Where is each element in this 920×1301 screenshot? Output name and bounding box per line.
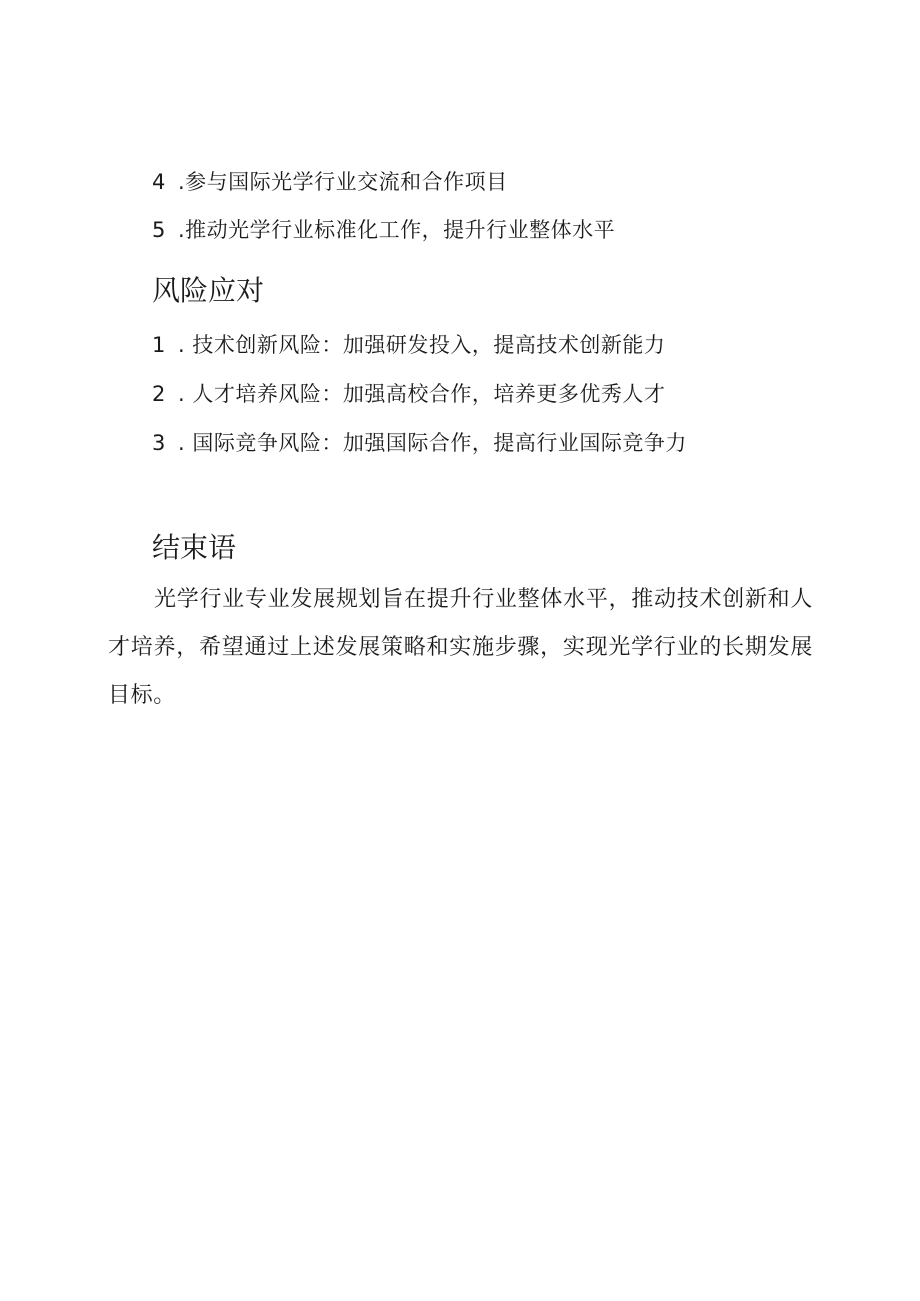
risk-list-item [152, 379, 665, 409]
conclusion-paragraph: 光学行业专业发展规划旨在提升行业整体水平，推动技术创新和人才培养，希望通过上述发展策略和实施步骤，实现光学行业的长期发展目标。 [108, 587, 813, 708]
list-item-text: . 技术创新风险：加强研发投入，提高技术创新能力 [178, 333, 666, 357]
list-item-number: 3 [152, 431, 166, 455]
list-item [152, 167, 508, 197]
list-item-number: 5 [152, 218, 166, 242]
risk-list-item [152, 428, 687, 458]
conclusion-section-heading: 结束语 [152, 531, 237, 564]
list-item-text: .参与国际光学行业交流和合作项目 [178, 170, 508, 194]
list-item-text: . 国际竞争风险：加强国际合作，提高行业国际竞争力 [178, 431, 687, 455]
list-item-text: . 人才培养风险：加强高校合作，培养更多优秀人才 [178, 382, 666, 406]
list-item-text: .推动光学行业标准化工作，提升行业整体水平 [178, 218, 616, 242]
risk-section-heading: 风险应对 [152, 274, 265, 307]
list-item-number: 1 [152, 333, 166, 357]
list-item-number: 4 [152, 170, 166, 194]
list-item [152, 215, 615, 245]
list-item-number: 2 [152, 382, 166, 406]
risk-list-item [152, 330, 665, 360]
